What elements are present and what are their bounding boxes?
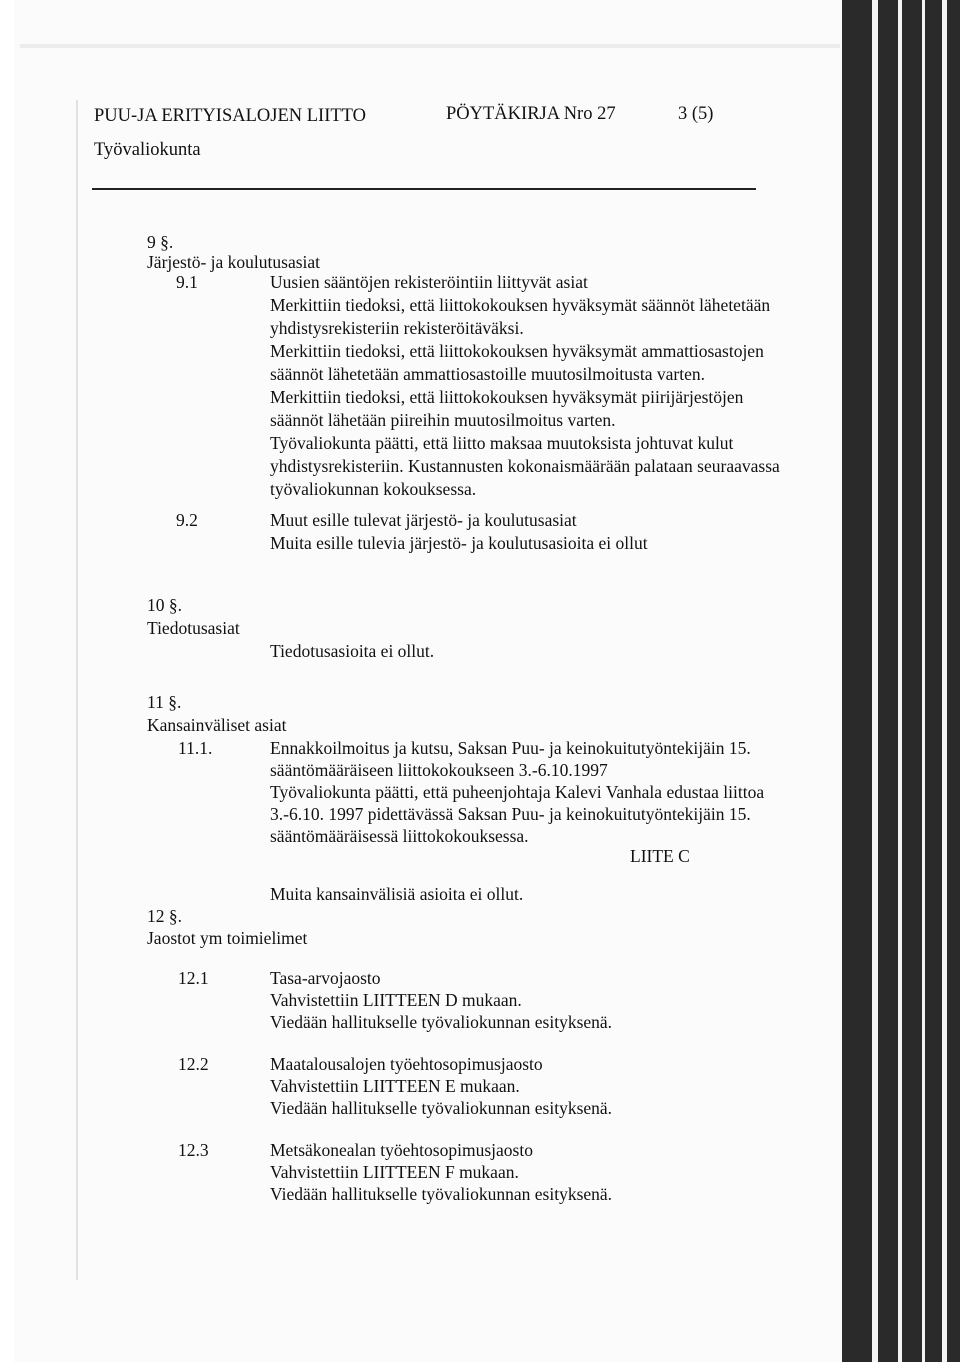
section-number: 9 §. bbox=[147, 232, 174, 252]
item-text-line: Vahvistettiin LIITTEEN E mukaan. bbox=[270, 1076, 520, 1096]
item-text-line: Viedään hallitukselle työvaliokunnan esityksenä. bbox=[270, 1098, 613, 1118]
item-text-line: Työvaliokunta päätti, että puheenjohtaja Kalevi Vanhala edustaa liittoa bbox=[270, 782, 765, 802]
item-title: Maatalousalojen työehtosopimusjaosto bbox=[270, 1054, 543, 1074]
scan-left-shadow bbox=[76, 100, 78, 1280]
item-text-line: sääntömääräisessä liittokokouksessa. bbox=[270, 826, 529, 846]
item-text-line: Ennakkoilmoitus ja kutsu, Saksan Puu- ja keinokuitutyöntekijäin 15. bbox=[270, 738, 751, 758]
header-organization: PUU-JA ERITYISALOJEN LIITTO bbox=[94, 106, 366, 126]
item-number: 12.3 bbox=[178, 1140, 209, 1160]
header-rule bbox=[92, 188, 756, 190]
item-text-line: 3.-6.10. 1997 pidettävässä Saksan Puu- ja keinokuitutyöntekijäin 15. bbox=[270, 804, 751, 824]
item-text-line: Muita esille tulevia järjestö- ja koulutusasioita ei ollut bbox=[270, 533, 648, 553]
item-text-line: yhdistysrekisteriin rekisteröitäväksi. bbox=[270, 318, 524, 338]
item-number: 12.2 bbox=[178, 1054, 209, 1074]
item-number: 12.1 bbox=[178, 968, 209, 988]
item-title: Uusien sääntöjen rekisteröintiin liittyvät asiat bbox=[270, 272, 588, 292]
header-body: Työvaliokunta bbox=[94, 140, 201, 160]
item-text-line: Merkittiin tiedoksi, että liittokokouksen hyväksymät säännöt lähetetään bbox=[270, 295, 771, 315]
binding-page-edge bbox=[898, 0, 902, 1362]
item-text-line: säännöt lähetään piireihin muutosilmoitus varten. bbox=[270, 410, 616, 430]
header-page-number: 3 (5) bbox=[678, 104, 714, 124]
item-text-line: Merkittiin tiedoksi, että liittokokouksen hyväksymät piirijärjestöjen bbox=[270, 387, 744, 407]
section-title: Tiedotusasiat bbox=[147, 618, 240, 638]
book-binding-edge bbox=[842, 0, 960, 1362]
item-text-line: Työvaliokunta päätti, että liitto maksaa muutoksista johtuvat kulut bbox=[270, 433, 734, 453]
section-title: Kansainväliset asiat bbox=[147, 715, 287, 735]
item-text-line: Merkittiin tiedoksi, että liittokokouksen hyväksymät ammattiosastojen bbox=[270, 341, 764, 361]
item-text-line: yhdistysrekisteriin. Kustannusten kokonaismäärään palataan seuraavassa bbox=[270, 456, 780, 476]
item-text-line: Muita kansainvälisiä asioita ei ollut. bbox=[270, 884, 524, 904]
item-text-line: Vahvistettiin LIITTEEN D mukaan. bbox=[270, 990, 522, 1010]
item-text-line: työvaliokunnan kokouksessa. bbox=[270, 479, 477, 499]
binding-page-edge bbox=[942, 0, 947, 1362]
section-number: 11 §. bbox=[147, 692, 182, 712]
item-text-line: Viedään hallitukselle työvaliokunnan esityksenä. bbox=[270, 1012, 613, 1032]
item-title: Muut esille tulevat järjestö- ja koulutusasiat bbox=[270, 510, 577, 530]
item-text-line: Viedään hallitukselle työvaliokunnan esityksenä. bbox=[270, 1184, 613, 1204]
header-document-title: PÖYTÄKIRJA Nro 27 bbox=[446, 104, 616, 124]
item-title: Tasa-arvojaosto bbox=[270, 968, 381, 988]
section-number: 10 §. bbox=[147, 595, 182, 615]
scan-left-margin bbox=[0, 0, 14, 1362]
item-text-line: säännöt lähetetään ammattiosastoille muutosilmoitusta varten. bbox=[270, 364, 705, 384]
item-number: 9.1 bbox=[176, 272, 198, 292]
item-text-line: Vahvistettiin LIITTEEN F mukaan. bbox=[270, 1162, 519, 1182]
section-number: 12 §. bbox=[147, 906, 182, 926]
item-text-line: sääntömääräiseen liittokokoukseen 3.-6.10.1997 bbox=[270, 760, 608, 780]
binding-page-edge bbox=[922, 0, 925, 1362]
item-title: Metsäkonealan työehtosopimusjaosto bbox=[270, 1140, 533, 1160]
section-title: Järjestö- ja koulutusasiat bbox=[147, 252, 321, 272]
item-number: 9.2 bbox=[176, 510, 198, 530]
scan-top-shadow bbox=[20, 44, 840, 48]
item-number: 11.1. bbox=[178, 738, 213, 758]
attachment-label: LIITE C bbox=[630, 846, 690, 866]
binding-page-edge bbox=[872, 0, 878, 1362]
item-text-line: Tiedotusasioita ei ollut. bbox=[270, 641, 435, 661]
section-title: Jaostot ym toimielimet bbox=[147, 928, 308, 948]
